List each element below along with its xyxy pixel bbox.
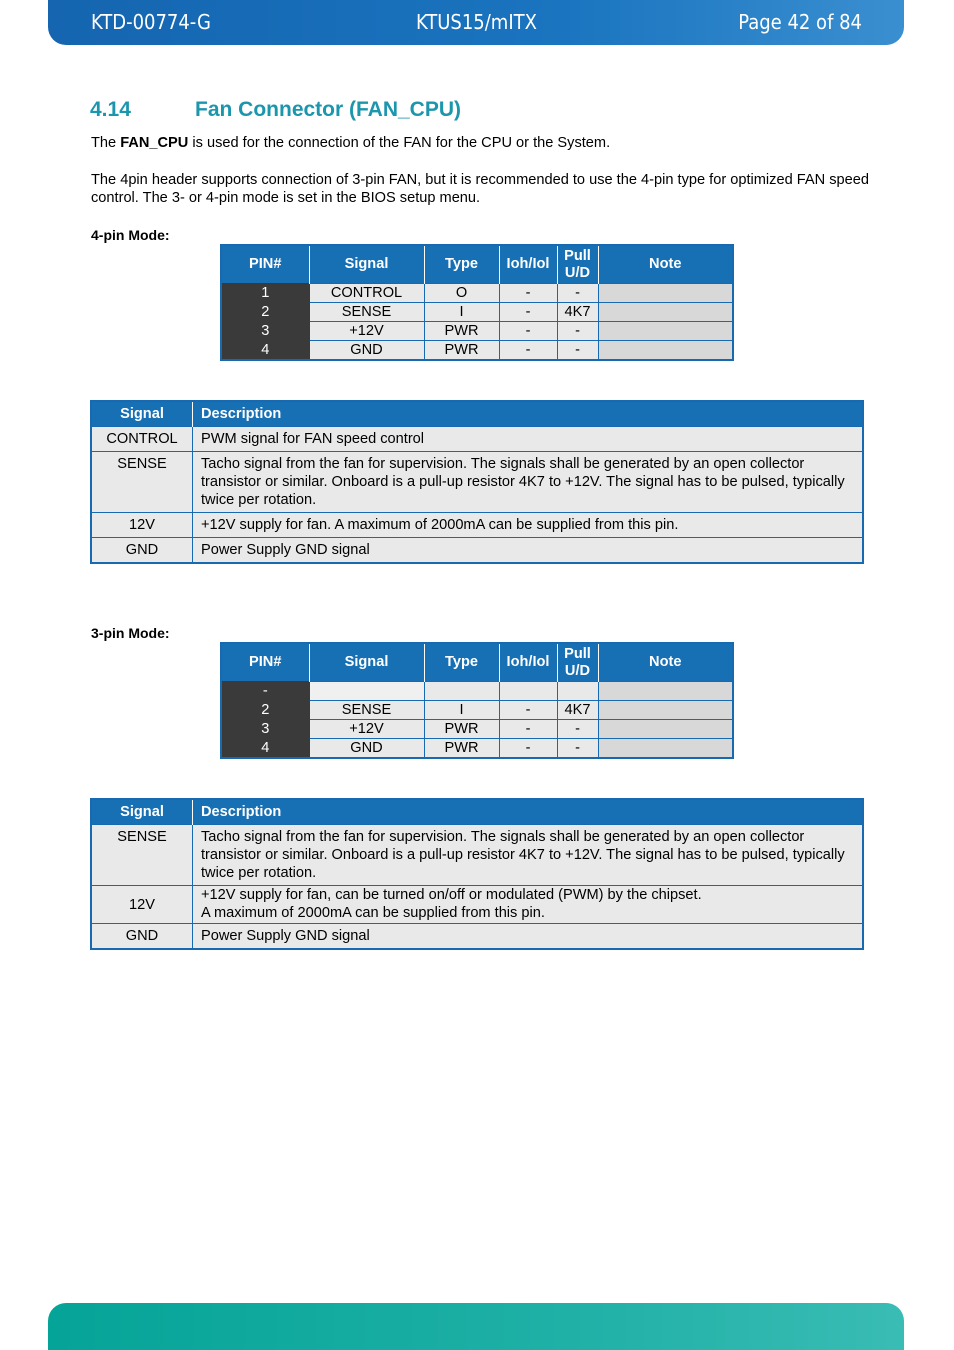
col-header-description: Description	[193, 401, 864, 427]
signal-cell: CONTROL	[309, 284, 424, 303]
note-cell	[598, 341, 733, 361]
pull-cell: 4K7	[557, 303, 598, 322]
intro-text-suffix: is used for the connection of the FAN for the CPU or the System.	[188, 135, 611, 151]
pull-cell: -	[557, 284, 598, 303]
signal-cell: SENSE	[91, 825, 193, 886]
intro-paragraph-1	[91, 134, 871, 152]
type-cell: I	[424, 701, 499, 720]
col-header-type: Type	[424, 245, 499, 284]
pin-cell: 2	[221, 701, 309, 720]
signal-cell: +12V	[309, 720, 424, 739]
table-header-row	[91, 799, 863, 825]
signal-cell: 12V	[91, 513, 193, 538]
table-row	[91, 452, 863, 513]
pull-cell	[557, 682, 598, 701]
signal-cell: SENSE	[309, 303, 424, 322]
pin-cell: 4	[221, 739, 309, 759]
table-row	[91, 427, 863, 452]
col-header-note: Note	[598, 643, 733, 682]
table-row	[221, 303, 733, 322]
col-header-signal: Signal	[309, 245, 424, 284]
signal-description-table-3pin	[90, 798, 864, 950]
col-header-ioh: Ioh/Iol	[499, 643, 557, 682]
pin-table-3pin	[220, 642, 734, 759]
table-header-row	[221, 245, 733, 284]
col-header-signal: Signal	[309, 643, 424, 682]
ioh-cell: -	[499, 322, 557, 341]
page-number: Page 42 of 84	[738, 10, 862, 34]
pull-cell: -	[557, 739, 598, 759]
intro-paragraph-2: The 4pin header supports connection of 3-pin FAN, but it is recommended to use the 4-pin type for optimized FAN speed control. The 3- or 4-pin mode is set in the BIOS setup menu.	[91, 172, 869, 206]
signal-cell: SENSE	[91, 452, 193, 513]
table-header-row	[221, 643, 733, 682]
type-cell: PWR	[424, 739, 499, 759]
document-id: KTD-00774-G	[91, 10, 211, 34]
pin-cell: 1	[221, 284, 309, 303]
ioh-cell: -	[499, 341, 557, 361]
table-row	[221, 682, 733, 701]
table-row	[91, 924, 863, 950]
type-cell: PWR	[424, 341, 499, 361]
type-cell: PWR	[424, 322, 499, 341]
note-cell	[598, 303, 733, 322]
table-row	[221, 341, 733, 361]
pin-cell: -	[221, 682, 309, 701]
note-cell	[598, 682, 733, 701]
table-header-row	[91, 401, 863, 427]
ioh-cell: -	[499, 303, 557, 322]
col-header-pull: Pull U/D	[557, 643, 598, 682]
ioh-cell: -	[499, 720, 557, 739]
note-cell	[598, 322, 733, 341]
pull-cell: -	[557, 720, 598, 739]
col-header-signal: Signal	[91, 799, 193, 825]
type-cell	[424, 682, 499, 701]
pin-cell: 4	[221, 341, 309, 361]
type-cell: I	[424, 303, 499, 322]
page-header	[48, 0, 904, 45]
description-cell: Tacho signal from the fan for supervision. The signals shall be generated by an open collector transistor or similar. Onboard is a pull-up resistor 4K7 to +12V. The signal has to be pulsed, typically twice per rotation.	[193, 825, 864, 886]
signal-cell: GND	[91, 538, 193, 564]
intro-bold-connector: FAN_CPU	[120, 135, 189, 151]
ioh-cell: -	[499, 739, 557, 759]
col-header-ioh: Ioh/Iol	[499, 245, 557, 284]
mode3-label: 3-pin Mode:	[91, 625, 170, 641]
description-cell: Tacho signal from the fan for supervision. The signals shall be generated by an open collector transistor or similar. Onboard is a pull-up resistor 4K7 to +12V. The signal has to be pulsed, typically twice per rotation.	[193, 452, 864, 513]
signal-cell: GND	[91, 924, 193, 950]
signal-description-table-4pin	[90, 400, 864, 564]
note-cell	[598, 284, 733, 303]
signal-cell: +12V	[309, 322, 424, 341]
ioh-cell: -	[499, 701, 557, 720]
page-footer-band	[48, 1303, 904, 1350]
pin-cell: 3	[221, 720, 309, 739]
description-cell: PWM signal for FAN speed control	[193, 427, 864, 452]
pin-cell: 3	[221, 322, 309, 341]
type-cell: O	[424, 284, 499, 303]
col-header-signal: Signal	[91, 401, 193, 427]
description-cell: Power Supply GND signal	[193, 538, 864, 564]
table-row	[91, 825, 863, 886]
pin-cell: 2	[221, 303, 309, 322]
description-cell: +12V supply for fan. A maximum of 2000mA can be supplied from this pin.	[193, 513, 864, 538]
col-header-note: Note	[598, 245, 733, 284]
ioh-cell: -	[499, 284, 557, 303]
col-header-pin: PIN#	[221, 643, 309, 682]
section-title	[90, 98, 461, 122]
type-cell: PWR	[424, 720, 499, 739]
signal-cell: CONTROL	[91, 427, 193, 452]
signal-cell: GND	[309, 739, 424, 759]
pull-cell: -	[557, 322, 598, 341]
table-row	[221, 739, 733, 759]
table-row	[91, 513, 863, 538]
table-row	[221, 284, 733, 303]
signal-cell	[309, 682, 424, 701]
signal-cell: SENSE	[309, 701, 424, 720]
description-cell: +12V supply for fan, can be turned on/off or modulated (PWM) by the chipset. A maximum of 2000mA can be supplied from this pin.	[193, 886, 864, 924]
pin-table-4pin	[220, 244, 734, 361]
signal-cell: GND	[309, 341, 424, 361]
note-cell	[598, 701, 733, 720]
table-row	[221, 322, 733, 341]
signal-cell: 12V	[91, 886, 193, 924]
mode4-label: 4-pin Mode:	[91, 227, 170, 243]
product-name: KTUS15/mITX	[416, 10, 537, 34]
col-header-type: Type	[424, 643, 499, 682]
table-row	[221, 720, 733, 739]
pull-cell: -	[557, 341, 598, 361]
section-heading: Fan Connector (FAN_CPU)	[195, 98, 462, 121]
table-row	[221, 701, 733, 720]
table-row	[91, 538, 863, 564]
note-cell	[598, 739, 733, 759]
description-cell: Power Supply GND signal	[193, 924, 864, 950]
intro-text: The	[91, 135, 121, 151]
table-row	[91, 886, 863, 924]
col-header-pin: PIN#	[221, 245, 309, 284]
pull-cell: 4K7	[557, 701, 598, 720]
col-header-pull: Pull U/D	[557, 245, 598, 284]
ioh-cell	[499, 682, 557, 701]
col-header-description: Description	[193, 799, 864, 825]
section-number: 4.14	[90, 98, 131, 121]
note-cell	[598, 720, 733, 739]
